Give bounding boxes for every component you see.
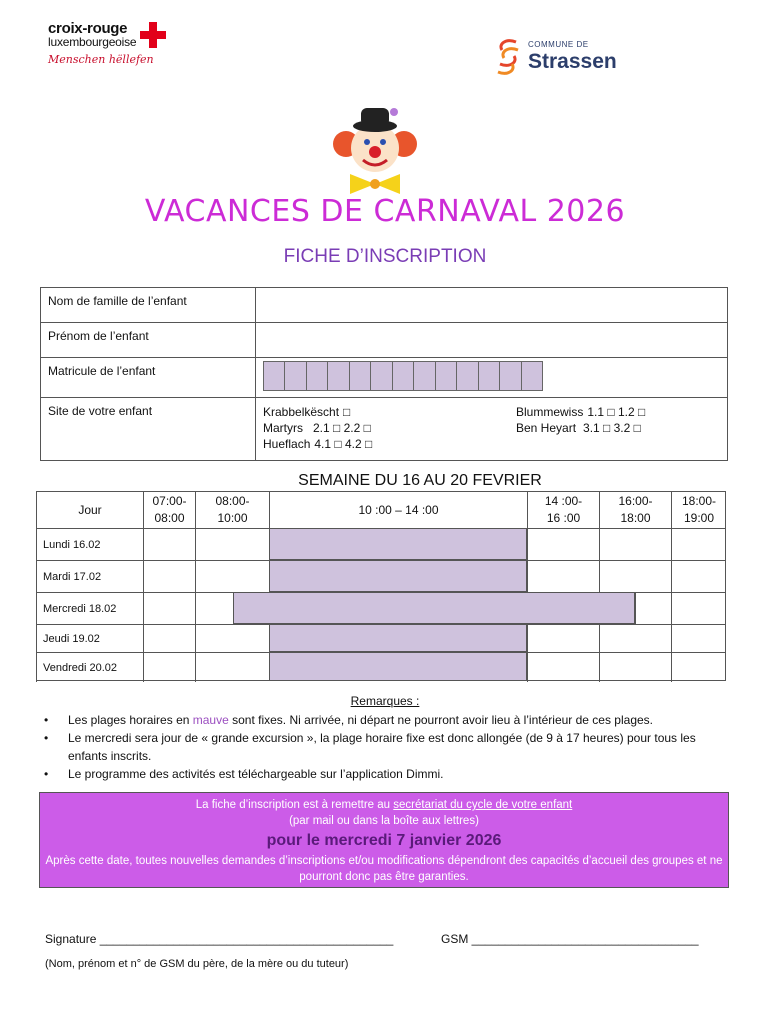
slot-cell[interactable] [671,528,726,560]
slot-cell[interactable] [195,528,269,560]
slot-1800-header: 18:00- 19:00 [671,491,726,528]
schedule-title: SEMAINE DU 16 AU 20 FEVRIER [298,472,542,489]
slot-cell[interactable] [599,528,671,560]
site-options [256,398,728,461]
signature-line[interactable]: Signature ____________________________________________ [45,932,394,946]
slot-1400-header: 14 :00- 16 :00 [527,491,599,528]
notice-deadline: pour le mercredi 7 janvier 2026 [266,832,502,849]
slot-cell[interactable] [599,624,671,652]
croix-rouge-logo [48,22,178,66]
slot-cell[interactable] [527,652,599,682]
croix-rouge-name: croix-rouge [48,20,128,37]
slot-cell[interactable] [527,560,599,592]
signature-note: (Nom, prénom et n° de GSM du père, de la mère ou du tuteur) [45,958,349,970]
slot-cell[interactable] [143,528,195,560]
slot-cell[interactable] [599,652,671,682]
site-option[interactable]: Hueflach 4.1 □ 4.2 □ [263,437,373,451]
slot-cell[interactable] [143,592,195,624]
slot-cell[interactable] [671,592,726,624]
page-subtitle: FICHE D’INSCRIPTION [283,246,487,267]
site-option[interactable]: Ben Heyart 3.1 □ 3.2 □ [516,421,641,435]
child-info-table [40,287,728,461]
fixed-slot-block-excursion [233,592,635,624]
day-label: Lundi 16.02 [36,528,143,560]
gsm-line[interactable]: GSM __________________________________ [441,932,699,946]
slot-cell[interactable] [671,652,726,682]
matricule-field[interactable] [256,358,728,398]
strassen-logo [494,36,644,80]
remarks-list [44,711,734,783]
prenom-label: Prénom de l’enfant [41,323,256,358]
schedule-table [36,491,726,681]
site-label: Site de votre enfant [41,398,256,461]
slot-1600-header: 16:00- 18:00 [599,491,671,528]
clown-illustration [330,104,420,196]
site-option[interactable]: Blummewiss 1.1 □ 1.2 □ [516,405,646,419]
red-cross-icon [140,22,166,48]
slot-cell[interactable] [671,624,726,652]
strassen-name: Strassen [528,50,617,73]
fixed-slot-block [269,528,527,560]
fixed-slot-block [269,624,527,652]
deadline-notice [39,792,729,888]
slot-cell[interactable] [143,624,195,652]
croix-rouge-tagline: Menschen hëllefen [48,53,154,66]
notice-line3: Après cette date, toutes nouvelles demandes d’inscriptions et/ou modifications dépendront des capacités d’accueil des groupes et ne pourront donc pas être garanties. [45,855,723,883]
strassen-commune-label: COMMUNE DE [528,40,589,49]
remark-item: • Le programme des activités est téléchargeable sur l’application Dimmi. [44,765,734,783]
croix-rouge-subname: luxembourgeoise [48,35,137,49]
fixed-slot-block [269,652,527,681]
fixed-slot-block [269,560,527,592]
day-label: Mardi 17.02 [36,560,143,592]
slot-cell[interactable] [195,624,269,652]
notice-line1: La fiche d’inscription est à remettre au secrétariat du cycle de votre enfant [195,799,573,811]
site-option[interactable]: Martyrs 2.1 □ 2.2 □ [263,421,371,435]
slot-cell[interactable] [195,592,233,624]
remark-item: • Le mercredi sera jour de « grande excursion », la plage horaire fixe est donc allongée (de 9 à 17 heures) pour tous les enfants inscrits. [44,729,734,765]
slot-cell[interactable] [599,560,671,592]
slot-0800-header: 08:00- 10:00 [195,491,269,528]
matricule-label: Matricule de l’enfant [41,358,256,398]
strassen-swirl-icon [494,36,524,78]
remarks-title: Remarques : [350,694,420,708]
day-label: Jeudi 19.02 [36,624,143,652]
nom-field[interactable] [256,288,728,323]
slot-cell[interactable] [527,528,599,560]
page-title: VACANCES DE CARNAVAL 2026 [144,194,626,229]
prenom-field[interactable] [256,323,728,358]
day-label: Mercredi 18.02 [36,592,143,624]
slot-0700-header: 07:00- 08:00 [143,491,195,528]
jour-header: Jour [36,491,143,528]
slot-cell[interactable] [195,560,269,592]
slot-cell[interactable] [671,560,726,592]
remark-item: • Les plages horaires en mauve sont fixes. Ni arrivée, ni départ ne pourront avoir lieu à l’intérieur de ces plages. [44,711,734,729]
nom-label: Nom de famille de l’enfant [41,288,256,323]
day-label: Vendredi 20.02 [36,652,143,682]
matricule-boxes[interactable] [263,361,543,391]
slot-cell[interactable] [143,652,195,682]
slot-cell[interactable] [143,560,195,592]
slot-cell[interactable] [635,592,671,624]
slot-1000-header: 10 :00 – 14 :00 [269,491,527,528]
slot-cell[interactable] [195,652,269,682]
site-option[interactable]: Krabbelkëscht □ [263,405,351,419]
slot-cell[interactable] [527,624,599,652]
notice-line2: (par mail ou dans la boîte aux lettres) [289,815,479,827]
